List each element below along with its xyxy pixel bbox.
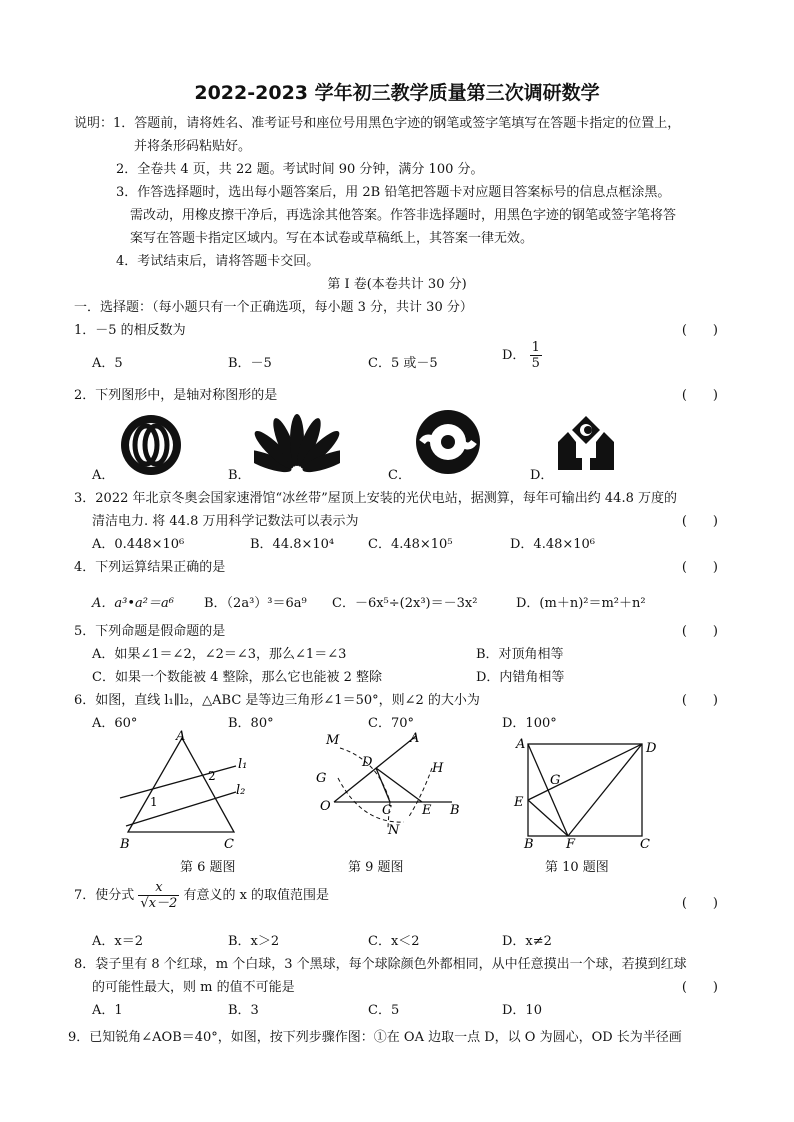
q2-option-c: C． — [388, 468, 411, 483]
q5-answer-paren: ( ) — [681, 624, 718, 639]
q4-answer-paren: ( ) — [681, 560, 718, 575]
q8-option-c: C．5 — [368, 1003, 400, 1018]
q3-option-c: C．4.48×10⁵ — [368, 537, 453, 552]
figure-6-caption: 第 6 题图 — [180, 860, 236, 875]
q2-option-a: A． — [92, 468, 115, 483]
point-g-label: G — [550, 773, 561, 788]
note-2: 2．全卷共 4 页，共 22 题。考试时间 90 分钟，满分 100 分。 — [116, 162, 484, 177]
q1-option-d-label: D． — [502, 348, 526, 363]
q5-option-b: B．对顶角相等 — [476, 647, 564, 662]
fraction-numerator: x — [138, 880, 179, 896]
q3-option-d: D．4.48×10⁶ — [510, 537, 596, 552]
note-3-cont2: 案写在答题卡指定区域内。写在本试卷或草稿纸上，其答案一律无效。 — [130, 231, 534, 246]
vertex-b-label: B — [120, 837, 130, 850]
q6-option-c: C．70° — [368, 716, 414, 731]
q1-option-a: A．5 — [92, 356, 123, 371]
q4-option-b: B．（2a³）³＝6a⁹ — [204, 596, 307, 611]
q4-option-d: D．(m＋n)²＝m²＋n² — [516, 596, 646, 611]
wave-logo-icon — [414, 408, 482, 476]
q6-option-b: B．80° — [228, 716, 274, 731]
point-d-label: D — [362, 755, 373, 770]
figure-10-caption: 第 10 题图 — [545, 860, 609, 875]
hands-logo-icon — [554, 412, 618, 472]
ring-logo-icon — [118, 412, 184, 478]
vertex-b-label: B — [524, 837, 534, 850]
q2-option-b: B． — [228, 468, 251, 483]
point-c-label: C — [382, 803, 392, 818]
vertex-d-label: D — [646, 741, 657, 756]
q8-answer-paren: ( ) — [681, 980, 718, 995]
fraction — [530, 340, 542, 371]
q6-option-a: A．60° — [92, 716, 138, 731]
q4-stem: 4．下列运算结果正确的是 — [74, 560, 226, 575]
angle-2-label: 2 — [208, 769, 216, 783]
section-heading: 一．选择题：（每小题只有一个正确选项，每小题 3 分，共计 30 分） — [74, 300, 473, 315]
fan-logo-icon — [254, 410, 340, 476]
line-l1-label: l₁ — [238, 757, 248, 772]
q8-stem-line2: 的可能性最大，则 m 的值不可能是 — [92, 980, 295, 995]
q7-option-a: A．x＝2 — [92, 934, 143, 949]
vertex-c-label: C — [224, 837, 234, 850]
q3-option-a: A．0.448×10⁶ — [92, 537, 185, 552]
q5-stem: 5．下列命题是假命题的是 — [74, 624, 226, 639]
q8-option-b: B．3 — [228, 1003, 259, 1018]
angle-1-label: 1 — [150, 795, 158, 809]
point-g-label: G — [316, 771, 327, 786]
line-l2-label: l₂ — [236, 783, 246, 798]
vertex-a-label: A — [176, 729, 186, 744]
fraction-denominator: √x－2 — [140, 896, 178, 911]
q9-stem: 9．已知锐角∠AOB＝40°，如图，按下列步骤作图：①在 OA 边取一点 D，以 O 为圆心，OD 长为半径画 — [68, 1030, 682, 1045]
page-title: 2022-2023 学年初三教学质量第三次调研数学 — [194, 82, 600, 104]
point-h-label: H — [432, 761, 444, 776]
q1-answer-paren: ( ) — [681, 323, 718, 338]
figure-10 — [510, 734, 666, 850]
q5-option-d: D．内错角相等 — [476, 670, 565, 685]
figure-6 — [112, 728, 262, 850]
q3-stem-line1: 3．2022 年北京冬奥会国家速滑馆“冰丝带”屋顶上安装的光伏电站，据测算，每年可输出约 44.8 万度的 — [74, 491, 677, 506]
note-3: 3．作答选择题时，选出每小题答案后，用 2B 铅笔把答题卡对应题目答案标号的信息点框涂黑。 — [116, 185, 671, 200]
figure-9-caption: 第 9 题图 — [348, 860, 404, 875]
fraction-denominator: 5 — [531, 356, 540, 371]
vertex-a-label: A — [516, 737, 526, 752]
point-e-label: E — [514, 795, 524, 810]
q5-option-c: C．如果一个数能被 4 整除，那么它也能被 2 整除 — [92, 670, 383, 685]
q1-option-c: C．5 或－5 — [368, 356, 438, 371]
q8-option-a: A．1 — [92, 1003, 123, 1018]
q2-stem: 2．下列图形中，是轴对称图形的是 — [74, 388, 278, 403]
vertex-c-label: C — [640, 837, 650, 850]
q3-answer-paren: ( ) — [681, 514, 718, 529]
q8-option-d: D．10 — [502, 1003, 542, 1018]
point-a-label: A — [410, 731, 420, 746]
q5-option-a: A．如果∠1＝∠2，∠2＝∠3，那么∠1＝∠3 — [92, 647, 347, 662]
note-4: 4．考试结束后，请将答题卡交回。 — [116, 254, 320, 269]
q7-stem — [74, 880, 329, 911]
q7-option-b: B．x＞2 — [228, 934, 280, 949]
point-o-label: O — [320, 799, 331, 814]
fraction-numerator: 1 — [531, 340, 540, 355]
point-e-label: E — [422, 803, 432, 818]
q4-option-a: A．a³•a²＝a⁶ — [92, 596, 174, 611]
note-1: 说明：1．答题前，请将姓名、准考证号和座位号用黑色字迹的钢笔或签字笔填写在答题卡指定的位置上， — [74, 116, 681, 131]
figure-9 — [312, 726, 464, 838]
q7-stem-suffix: 有意义的 x 的取值范围是 — [183, 888, 330, 903]
q1-option-d — [502, 340, 542, 371]
q6-answer-paren: ( ) — [681, 693, 718, 708]
q6-stem: 6．如图，直线 l₁∥l₂，△ABC 是等边三角形∠1＝50°，则∠2 的大小为 — [74, 693, 480, 708]
q3-stem-line2: 清洁电力. 将 44.8 万用科学记数法可以表示为 — [92, 514, 359, 529]
q1-stem: 1．－5 的相反数为 — [74, 323, 186, 338]
note-3-cont: 需改动，用橡皮擦干净后，再选涂其他答案。作答非选择题时，用黑色字迹的钢笔或签字笔将答 — [130, 208, 677, 223]
q7-fraction — [138, 880, 179, 911]
point-m-label: M — [326, 733, 340, 748]
q7-option-c: C．x＜2 — [368, 934, 420, 949]
q8-stem-line1: 8．袋子里有 8 个红球，m 个白球，3 个黑球，每个球除颜色外都相同，从中任意摸出一个球，若摸到红球 — [74, 957, 687, 972]
q6-option-d: D．100° — [502, 716, 557, 731]
q3-option-b: B．44.8×10⁴ — [250, 537, 335, 552]
point-f-label: F — [566, 837, 576, 850]
q2-answer-paren: ( ) — [681, 388, 718, 403]
point-b-label: B — [450, 803, 460, 818]
q7-stem-prefix: 7．使分式 — [74, 888, 135, 903]
point-n-label: N — [388, 823, 400, 838]
q7-option-d: D．x≠2 — [502, 934, 552, 949]
q4-option-c: C．－6x⁵÷(2x³)＝－3x² — [332, 596, 478, 611]
note-1-cont: 并将条形码粘贴好。 — [134, 139, 252, 154]
q1-option-b: B．－5 — [228, 356, 272, 371]
q7-answer-paren: ( ) — [681, 896, 718, 911]
part-title: 第 I 卷(本卷共计 30 分) — [327, 277, 467, 292]
q2-option-d: D． — [530, 468, 554, 483]
